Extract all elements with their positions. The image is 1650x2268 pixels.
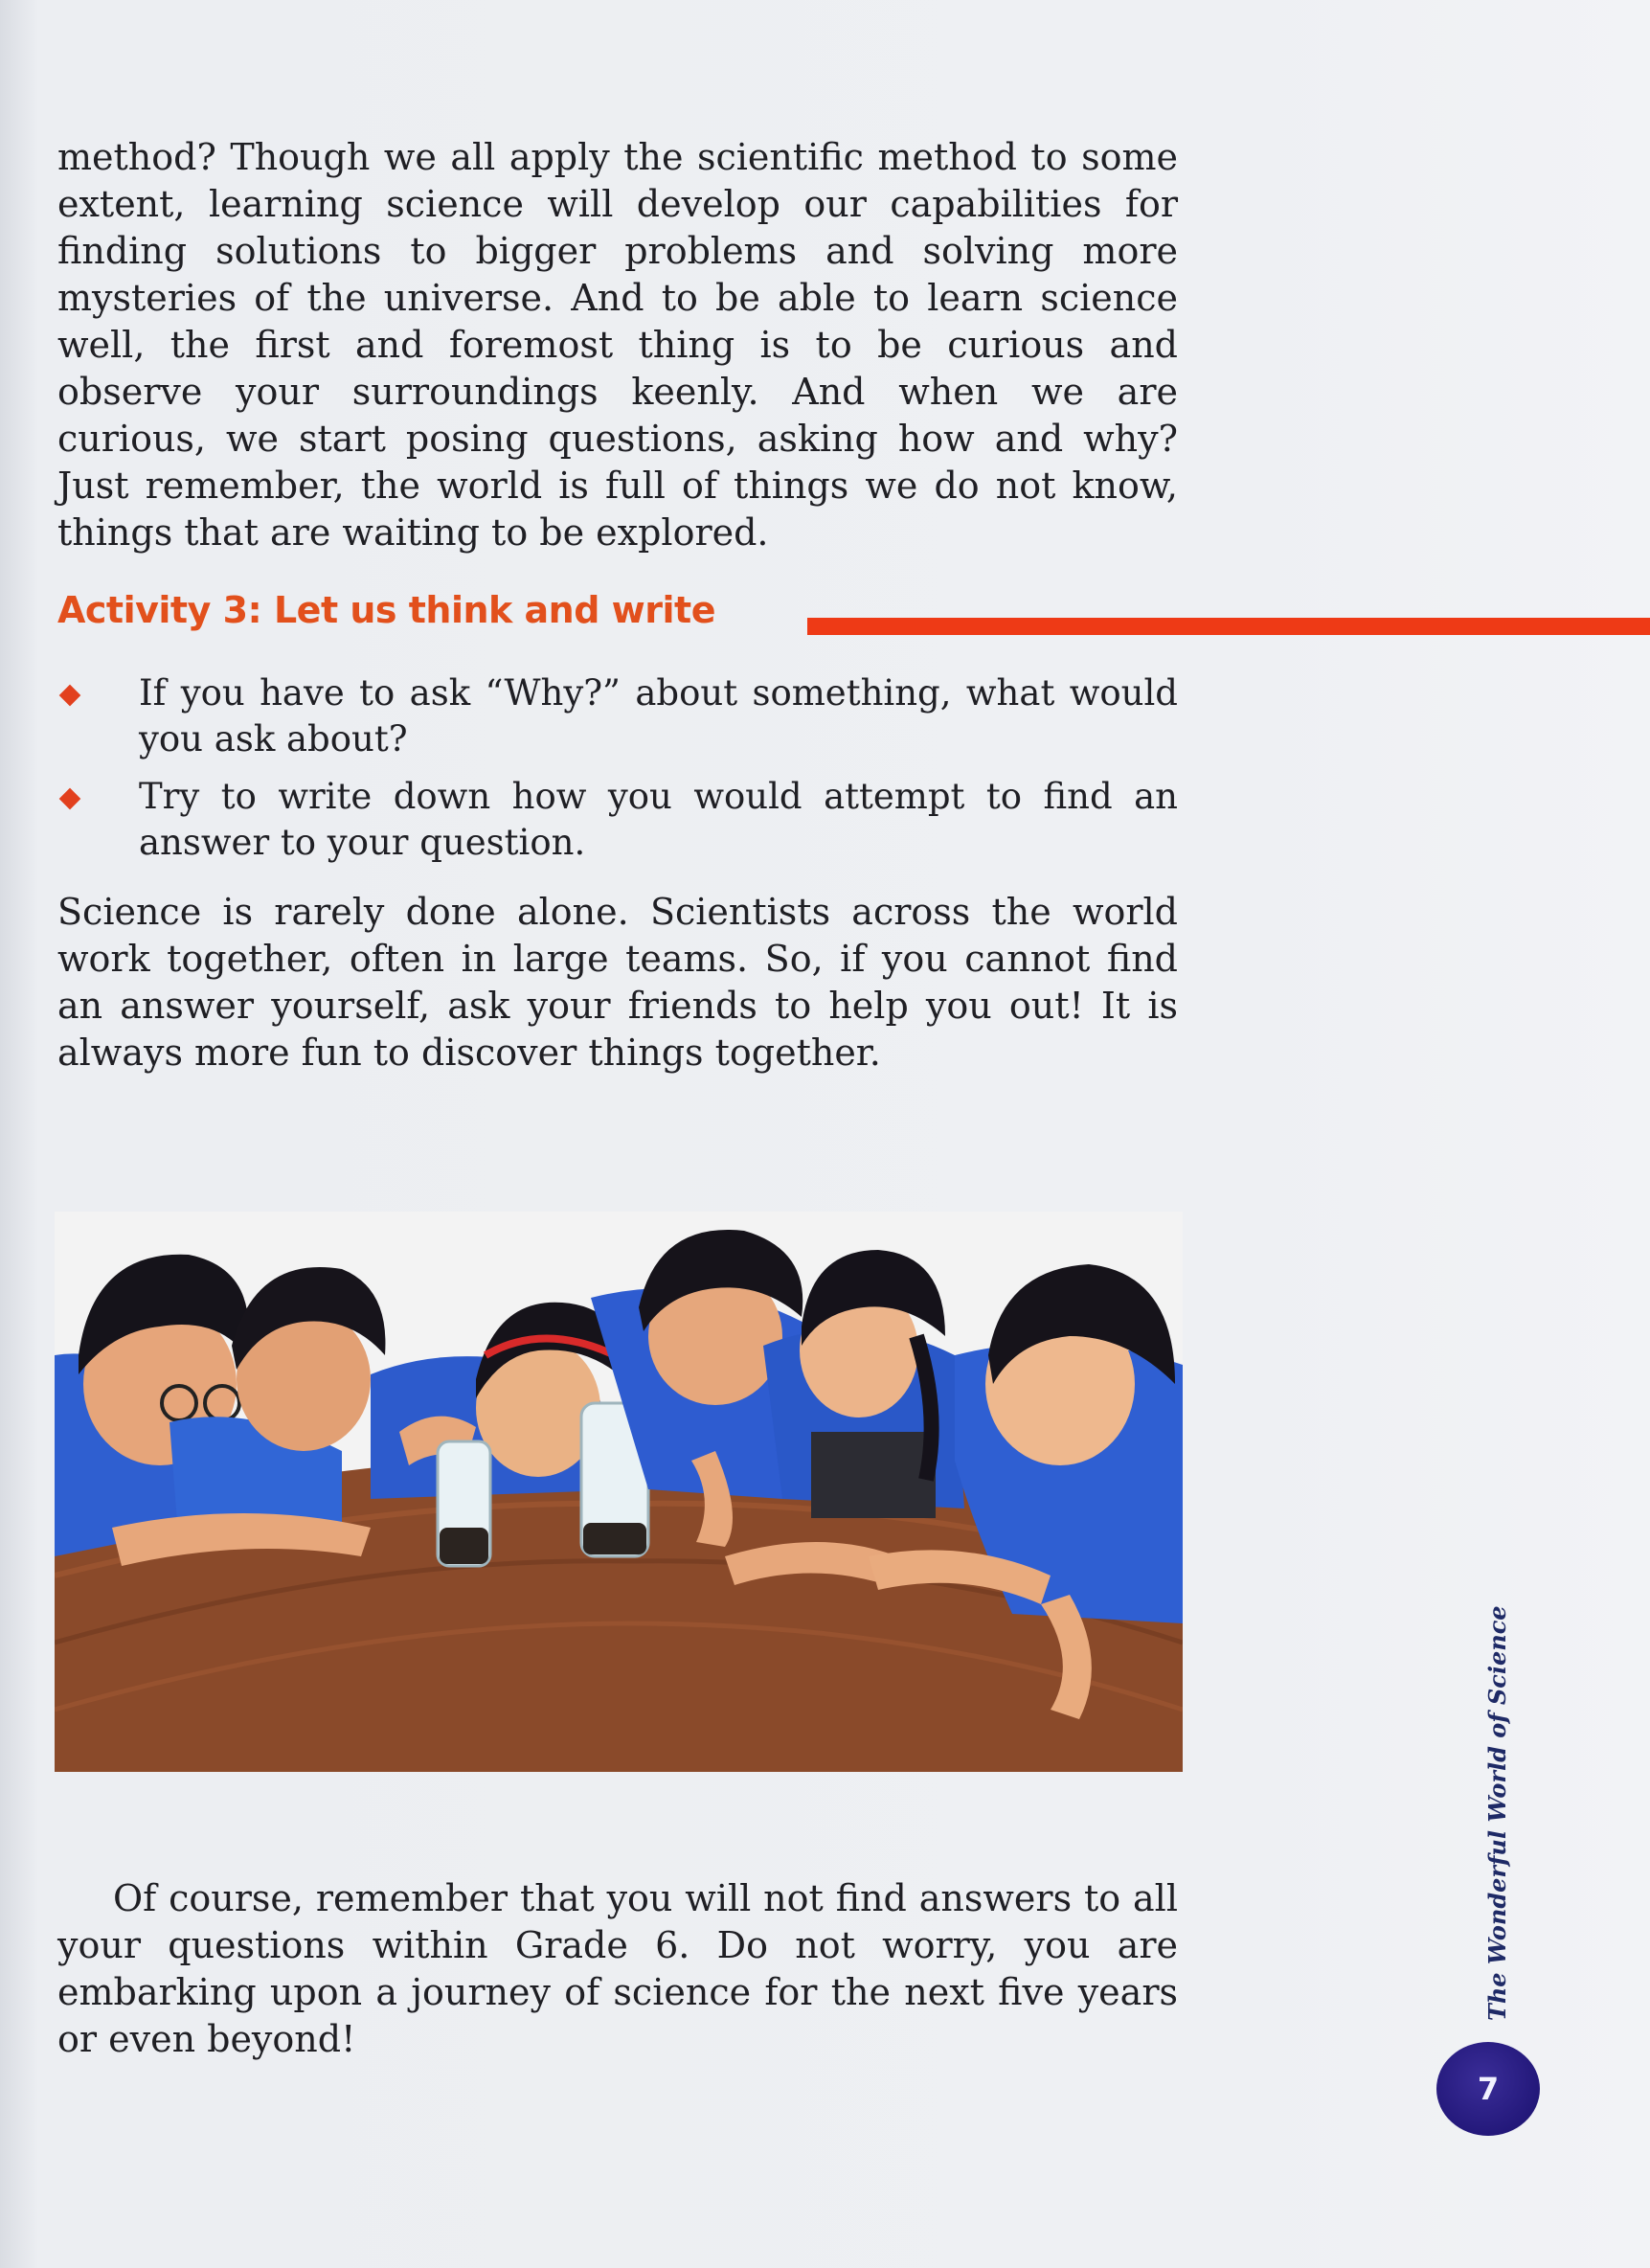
closing-paragraph: Of course, remember that you will not find answers to all your questions within Grade 6. Do not worry, you are embarking upon a journey of science for the next five years or even beyond! [57,1877,1178,2060]
illustration-drawing [55,1212,1183,1772]
list-item [57,670,1178,762]
activity-list [57,670,1178,877]
activity-heading-rule [807,618,1650,635]
activity-heading: Activity 3: Let us think and write [57,589,715,631]
list-item-text: If you have to ask “Why?” about something, what would you ask about? [139,672,1178,760]
diamond-bullet-icon [59,685,81,707]
page-number-badge [1436,2042,1540,2136]
book-title-text: The Wonderful World of Science [1483,1605,1511,2021]
diamond-bullet-icon [59,788,81,810]
page-number: 7 [1477,2071,1500,2107]
list-item-text: Try to write down how you would attempt to find an answer to your question. [139,776,1178,863]
intro-paragraph: method? Though we all apply the scientific method to some extent, learning science will develop our capabilities for finding solutions to bigger problems and solving more mysteries of the universe. And to be able to learn science well, the first and foremost thing is to be curious and observe your surroundings keenly. And when we are curious, we start posing questions, asking how and why? Just remember, the world is full of things we do not know, things that are waiting to be explored. [57,136,1178,554]
teams-paragraph: Science is rarely done alone. Scientists across the world work together, often in large teams. So, if you cannot find an answer yourself, ask your friends to help you out! It is always more fun to discover things together. [57,891,1178,1074]
list-item [57,774,1178,866]
students-experiment-illustration [55,1212,1183,1772]
